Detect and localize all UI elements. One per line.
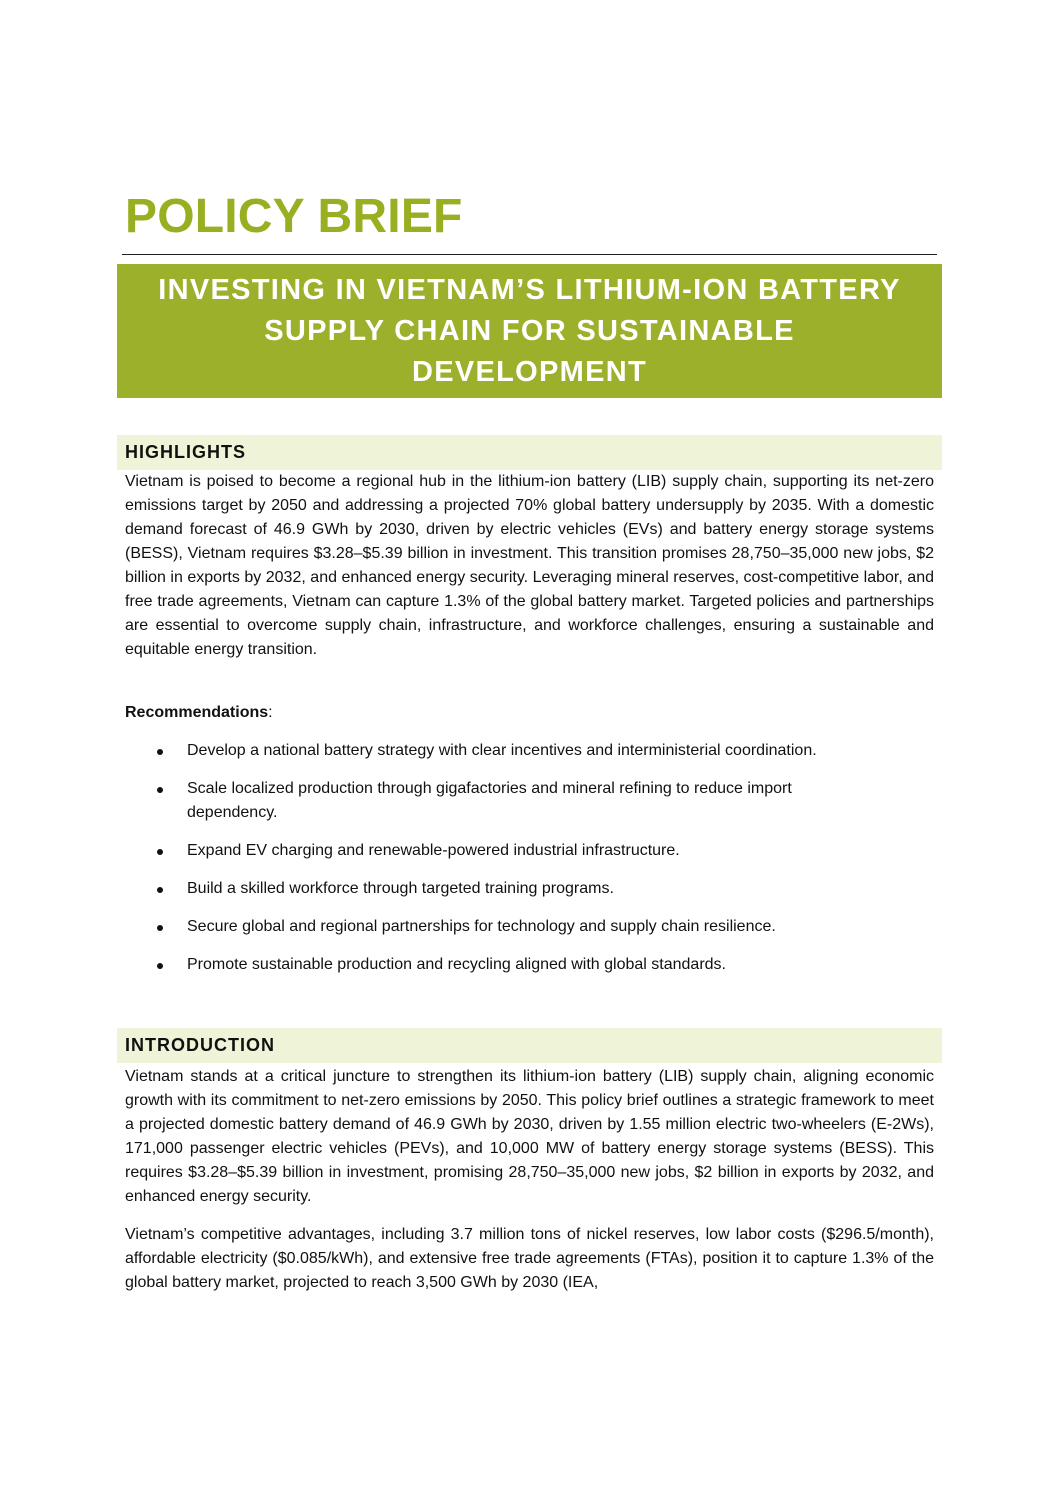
list-item xyxy=(125,953,934,977)
list-item xyxy=(125,839,934,863)
title-banner xyxy=(117,264,942,398)
recommendation-text: Scale localized production through gigafactories and mineral refining to reduce import dependency. xyxy=(187,780,792,821)
recommendations-label xyxy=(125,701,273,725)
introduction-paragraph-1: Vietnam stands at a critical juncture to strengthen its lithium-ion battery (LIB) supply chain, aligning economic growth with its commitment to net-zero emissions by 2050. This policy brief outlines a strategic framework to meet a projected domestic battery demand of 46.9 GWh by 2030, driven by 1.55 million electric two-wheelers (E-2Ws), 171,000 passenger electric vehicles (PEVs), and 10,000 MW of battery energy storage systems (BESS). This requires $3.28–$5.39 billion in investment, promising 28,750–35,000 new jobs, $2 billion in exports by 2032, and enhanced energy security. xyxy=(125,1068,934,1205)
recommendation-text: Secure global and regional partnerships for technology and supply chain resilience. xyxy=(187,918,776,935)
list-item xyxy=(125,739,934,763)
banner-title-line-3: DEVELOPMENT xyxy=(411,356,648,388)
recommendation-text: Develop a national battery strategy with clear incentives and interministerial coordination. xyxy=(187,742,817,759)
title-divider xyxy=(122,254,937,255)
highlights-paragraph: Vietnam is poised to become a regional hub in the lithium-ion battery (LIB) supply chain, supporting its net-zero emissions target by 2050 and addressing a projected 70% global battery undersupply by 2035. With a domestic demand forecast of 46.9 GWh by 2030, driven by electric vehicles (EVs) and battery energy storage systems (BESS), Vietnam requires $3.28–$5.39 billion in investment. This transition promises 28,750–35,000 new jobs, $2 billion in exports by 2032, and enhanced energy security. Leveraging mineral reserves, cost-competitive labor, and free trade agreements, Vietnam can capture 1.3% of the global battery market. Targeted policies and partnerships are essential to overcome supply chain, infrastructure, and workforce challenges, ensuring a sustainable and equitable energy transition. xyxy=(125,473,934,658)
bullet-icon xyxy=(157,887,163,893)
list-item xyxy=(125,777,934,825)
banner-title-line-2: SUPPLY CHAIN FOR SUSTAINABLE xyxy=(264,315,795,347)
highlights-heading: HIGHLIGHTS xyxy=(117,435,942,470)
banner-title-line-1: INVESTING IN VIETNAM’S LITHIUM-ION BATTERY xyxy=(158,274,901,306)
recommendation-text: Promote sustainable production and recycling aligned with global standards. xyxy=(187,956,726,973)
bullet-icon xyxy=(157,925,163,931)
list-item xyxy=(125,877,934,901)
recommendations-label-colon: : xyxy=(268,704,273,721)
recommendation-text: Build a skilled workforce through targeted training programs. xyxy=(187,880,614,897)
list-item xyxy=(125,915,934,939)
document-type-label: POLICY BRIEF xyxy=(125,190,463,243)
bullet-icon xyxy=(157,963,163,969)
introduction-paragraph-2: Vietnam’s competitive advantages, including 3.7 million tons of nickel reserves, low labor costs ($296.5/month), affordable electricity ($0.085/kWh), and extensive free trade agreements (FTAs), position it to capture 1.3% of the global battery market, projected to reach 3,500 GWh by 2030 (IEA, xyxy=(125,1226,934,1291)
introduction-heading: INTRODUCTION xyxy=(117,1028,942,1063)
recommendation-text: Expand EV charging and renewable-powered industrial infrastructure. xyxy=(187,842,680,859)
bullet-icon xyxy=(157,849,163,855)
recommendations-label-text: Recommendations xyxy=(125,704,269,721)
bullet-icon xyxy=(157,749,163,755)
bullet-icon xyxy=(157,787,163,793)
recommendations-list xyxy=(125,739,934,991)
